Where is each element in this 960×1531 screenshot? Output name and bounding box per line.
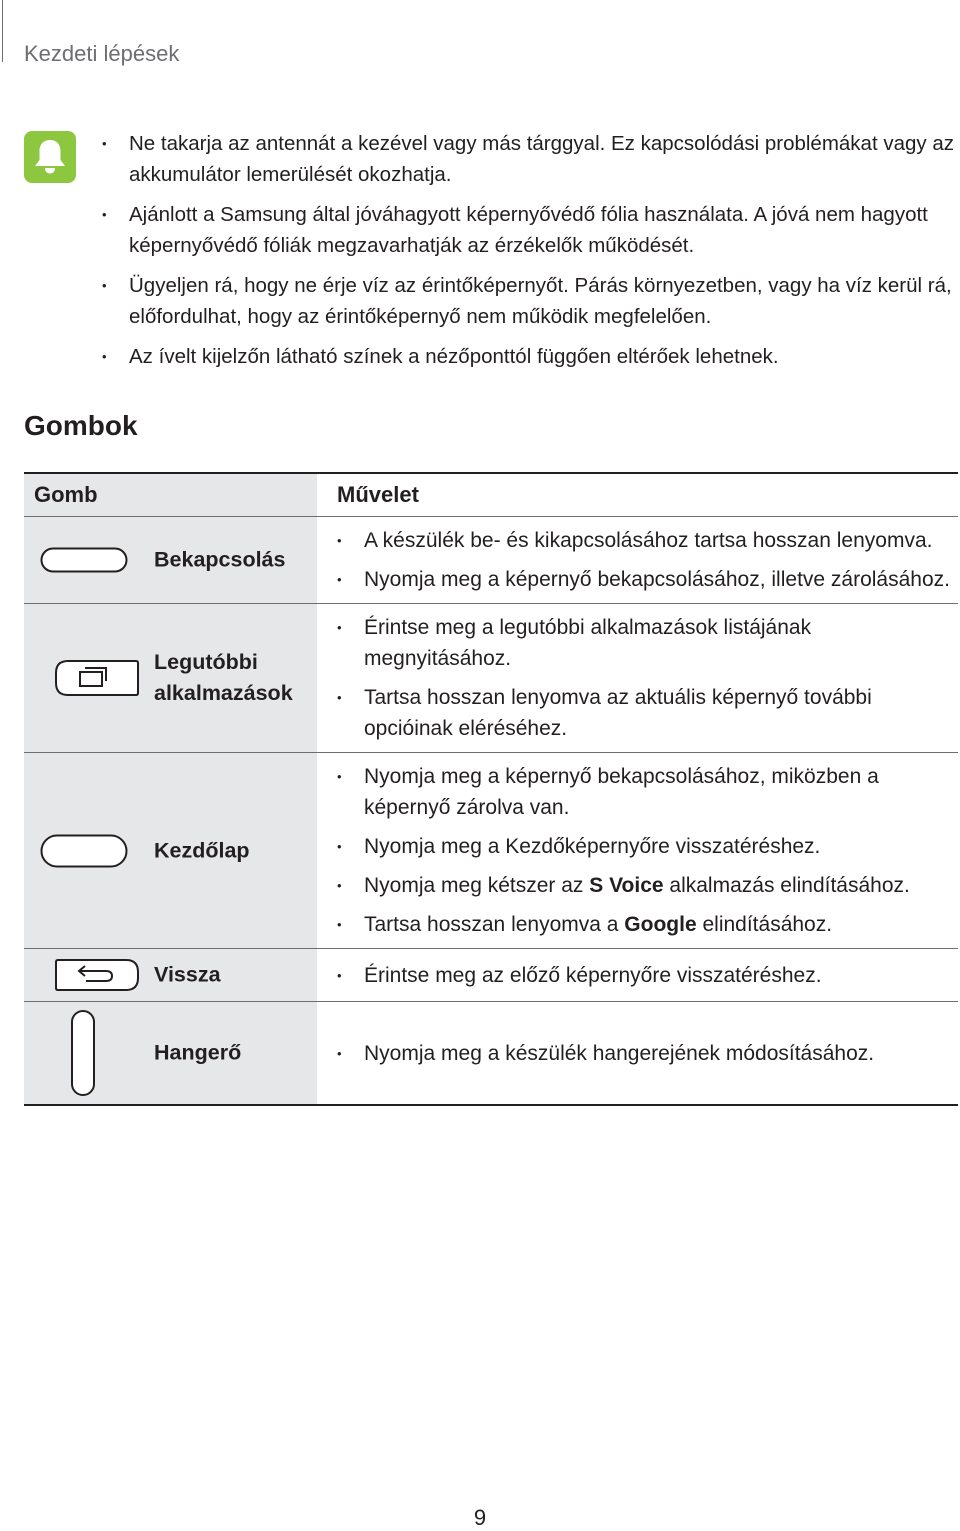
- button-name: Legutóbbi alkalmazások: [154, 650, 293, 705]
- list-item: • Nyomja meg a Kezdőképernyőre visszatéréshez.: [337, 831, 958, 862]
- table-row: [24, 752, 958, 948]
- list-item: • Nyomja meg a készülék hangerejének módosításához.: [337, 1038, 958, 1069]
- section-title: Gombok: [24, 410, 138, 441]
- notification-bell-icon: [24, 131, 76, 183]
- recent-apps-icon: [54, 659, 140, 697]
- button-name: Vissza: [154, 962, 221, 987]
- list-item: • Ajánlott a Samsung által jóváhagyott képernyővédő fólia használata. A jóvá nem hagyott képernyővédő fóliák megzavarhatják az érzékelők működését.: [102, 199, 958, 261]
- table-header: [24, 472, 958, 516]
- list-item: • Tartsa hosszan lenyomva a Google elindításához.: [337, 909, 958, 940]
- table-row: [24, 516, 958, 603]
- top-margin-rule: [2, 0, 3, 62]
- page-number: 9: [473, 1505, 487, 1530]
- table-row: [24, 948, 958, 1001]
- list-item: • Tartsa hosszan lenyomva az aktuális képernyő további opcióinak eléréséhez.: [337, 682, 958, 744]
- chapter-title: Kezdeti lépések: [24, 41, 180, 66]
- button-name: Kezdőlap: [154, 838, 250, 862]
- back-key-icon: [54, 958, 140, 992]
- list-item: • Nyomja meg kétszer az S Voice alkalmazás elindításához.: [337, 870, 958, 901]
- column-header-action: Művelet: [337, 482, 419, 507]
- list-item: • Ügyeljen rá, hogy ne érje víz az érintőképernyőt. Párás környezetben, vagy ha víz kerül rá, előfordulhat, hogy az érintőképernyő nem működik megfelelően.: [102, 270, 958, 332]
- buttons-table: [24, 472, 958, 1106]
- volume-key-icon: [70, 1009, 96, 1097]
- list-item: • Ne takarja az antennát a kezével vagy más tárggyal. Ez kapcsolódási problémákat vagy az akkumulátor lemerülését okozhatja.: [102, 128, 958, 190]
- table-row: [24, 603, 958, 752]
- power-key-icon: [40, 547, 128, 573]
- notice-list: [102, 128, 958, 381]
- list-item: • Az ívelt kijelzőn látható színek a nézőponttól függően eltérőek lehetnek.: [102, 341, 958, 372]
- button-name: Bekapcsolás: [154, 547, 286, 572]
- list-item: • Nyomja meg a képernyő bekapcsolásához, illetve zárolásához.: [337, 564, 958, 595]
- list-item: • Nyomja meg a képernyő bekapcsolásához, miközben a képernyő zárolva van.: [337, 761, 958, 823]
- list-item: • Érintse meg az előző képernyőre visszatéréshez.: [337, 960, 958, 991]
- list-item: • A készülék be- és kikapcsolásához tartsa hosszan lenyomva.: [337, 525, 958, 556]
- button-name: Hangerő: [154, 1040, 242, 1065]
- column-header-button: Gomb: [34, 482, 98, 507]
- table-row: [24, 1001, 958, 1106]
- list-item: • Érintse meg a legutóbbi alkalmazások listájának megnyitásához.: [337, 612, 958, 674]
- home-key-icon: [40, 834, 128, 868]
